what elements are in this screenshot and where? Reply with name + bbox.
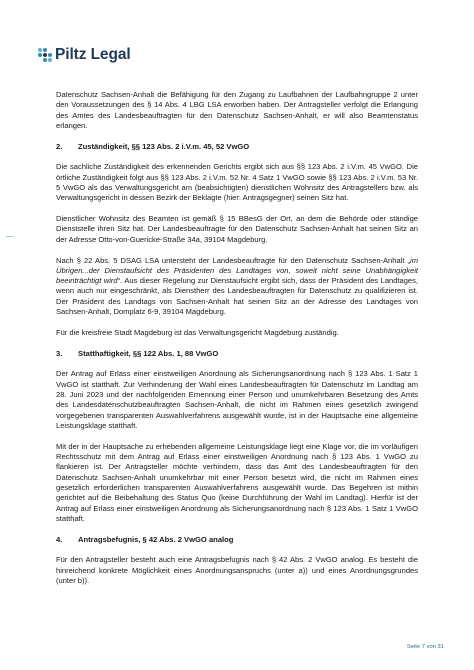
logo xyxy=(38,46,131,64)
paragraph: Der Antrag auf Erlass einer einstweiligen Anordnung als Sicherungsanordnung nach § 123 Abs. 1 Satz 1 VwGO ist statthaft. Zur Verhinderung der Wahl eines Landesbeauftragten für Datenschutz im Landtag am 28. Juni 2023 und der nachfolgenden Ernennung einer Person und unumkehrbaren Besetzung des Amts des Landesdatenschutzbeauftragten Sachsen-Anhalt, die nicht im Rahmen eines gesetzlich zwingend vorgegebenen transparenten Auswahlverfahrens ausgewählt wurde, ist in der Hauptsache eine allgemeine Leistungsklage statthaft. xyxy=(56,369,418,430)
section-heading-4 xyxy=(56,535,418,545)
logo-text: Piltz Legal xyxy=(55,46,131,63)
paragraph: Dienstlicher Wohnsitz des Beamten ist gemäß § 15 BBesG der Ort, an dem die Behörde oder ständige Dienststelle ihren Sitz hat. Der Landesbeauftragte für den Datenschutz Sachsen-Anhalt hat seinen Sitz an der Adresse Otto-von-Guericke-Straße 34a, 39104 Magdeburg. xyxy=(56,214,418,244)
quotation: im Übrigen...der Dienstaufsicht des Präsidenten des Landtages von, soweit nicht seine Unabhängigkeit beeinträchtigt wird xyxy=(56,255,418,286)
paragraph-quote xyxy=(56,256,418,318)
section-heading-2 xyxy=(56,142,418,152)
paragraph: Für die kreisfreie Stadt Magdeburg ist das Verwaltungsgericht Magdeburg zuständig. xyxy=(56,327,339,337)
section-title: Zuständigkeit, §§ 123 Abs. 2 i.V.m. 45, 52 VwGO xyxy=(78,141,250,151)
paragraph: Die sachliche Zuständigkeit des erkennenden Gerichts ergibt sich aus §§ 123 Abs. 2 i.V.m. 45 VwGO. Die örtliche Zuständigkeit folgt aus §§ 123 Abs. 2 i.V.m. 52 Nr. 4 Satz 1 VwGO sowie §§ 123 Abs. 2 i.V.m. 53 Nr. 5 VwGO als das Verwaltungsgericht am (beabsichtigten) dienstlichen Wohnsitz des Antragstellers bzw. als Verwaltungsgericht in dessen Bezirk der Beklagte (hier: Antragsgegner) seinen Sitz hat. xyxy=(56,162,418,203)
document-body xyxy=(56,90,418,597)
margin-mark xyxy=(6,236,13,237)
section-title: Statthaftigkeit, §§ 122 Abs. 1, 88 VwGO xyxy=(78,348,219,358)
paragraph: Für den Antragsteller besteht auch eine Antragsbefugnis nach § 42 Abs. 2 VwGO analog. Es besteht die hinreichend konkrete Möglichkeit eines Anordnungsanspruchs (unter a)) und eines Anordnungsgrundes (unter b)). xyxy=(56,555,418,585)
paragraph-intro: Datenschutz Sachsen-Anhalt die Befähigung für den Zugang zu Laufbahnen der Laufbahngruppe 2 unter den Voraussetzungen des § 14 Abs. 4 LBG LSA erworben haben. Der Antragsteller verfolgt die Erlangung des Amtes des Landesbeauftragten für den Datenschutz Sachsen-Anhalt, er will also Beamtenstatus erlangen. xyxy=(56,90,418,130)
text-segment: Nach § 22 Abs. 5 DSAG LSA untersteht der Landesbeauftragte für den Datenschutz Sachsen-Anhalt „ xyxy=(56,255,411,265)
paragraph: Mit der in der Hauptsache zu erhebenden allgemeine Leistungsklage liegt eine Klage vor, die im vorläufigen Rechtsschutz mit dem Antrag auf Erlass einer einstweiligen Anordnung nach § 123 Abs. 1 VwGO zu flankieren ist. Der Antragsteller möchte verhindern, dass das Amt des Landesbeauftragten für den Datenschutz Sachsen-Anhalt unumkehrbar mit einer Person besetzt wird, die nicht im Rahmen eines gesetzlich erforderlichen transparenten Auswahlverfahrens ausgewählt wurde. Das Begehren ist mithin gerichtet auf die Beibehaltung des Status Quo (keine Durchführung der Wahl im Landtag). Hierfür ist der Antrag auf Erlass einer einstweiligen Anordnung als Sicherungsanordnung nach § 123 Abs. 1 Satz 1 VwGO statthaft. xyxy=(56,441,418,523)
logo-dots-icon xyxy=(38,48,52,62)
text-segment: “. Aus dieser Regelung zur Dienstaufsicht ergibt sich, dass der Präsident des Landtages, wenn auch nur eingeschränkt, als Dienstherr des Landesbeauftragten für Datenschutz zu qualifizieren ist. Der Präsident des Landtags von Sachsen-Anhalt hat seinen Sitz an der Adresse des Landtages von Sachsen-Anhalt, Domplatz 6-9, 39104 Magdeburg. xyxy=(56,276,418,317)
section-number: 2. xyxy=(56,141,63,151)
section-heading-3 xyxy=(56,349,418,359)
section-title: Antragsbefugnis, § 42 Abs. 2 VwGO analog xyxy=(78,534,234,544)
section-number: 4. xyxy=(56,534,63,544)
section-number: 3. xyxy=(56,348,63,358)
page-number: Seite 7 von 31 xyxy=(406,644,444,650)
